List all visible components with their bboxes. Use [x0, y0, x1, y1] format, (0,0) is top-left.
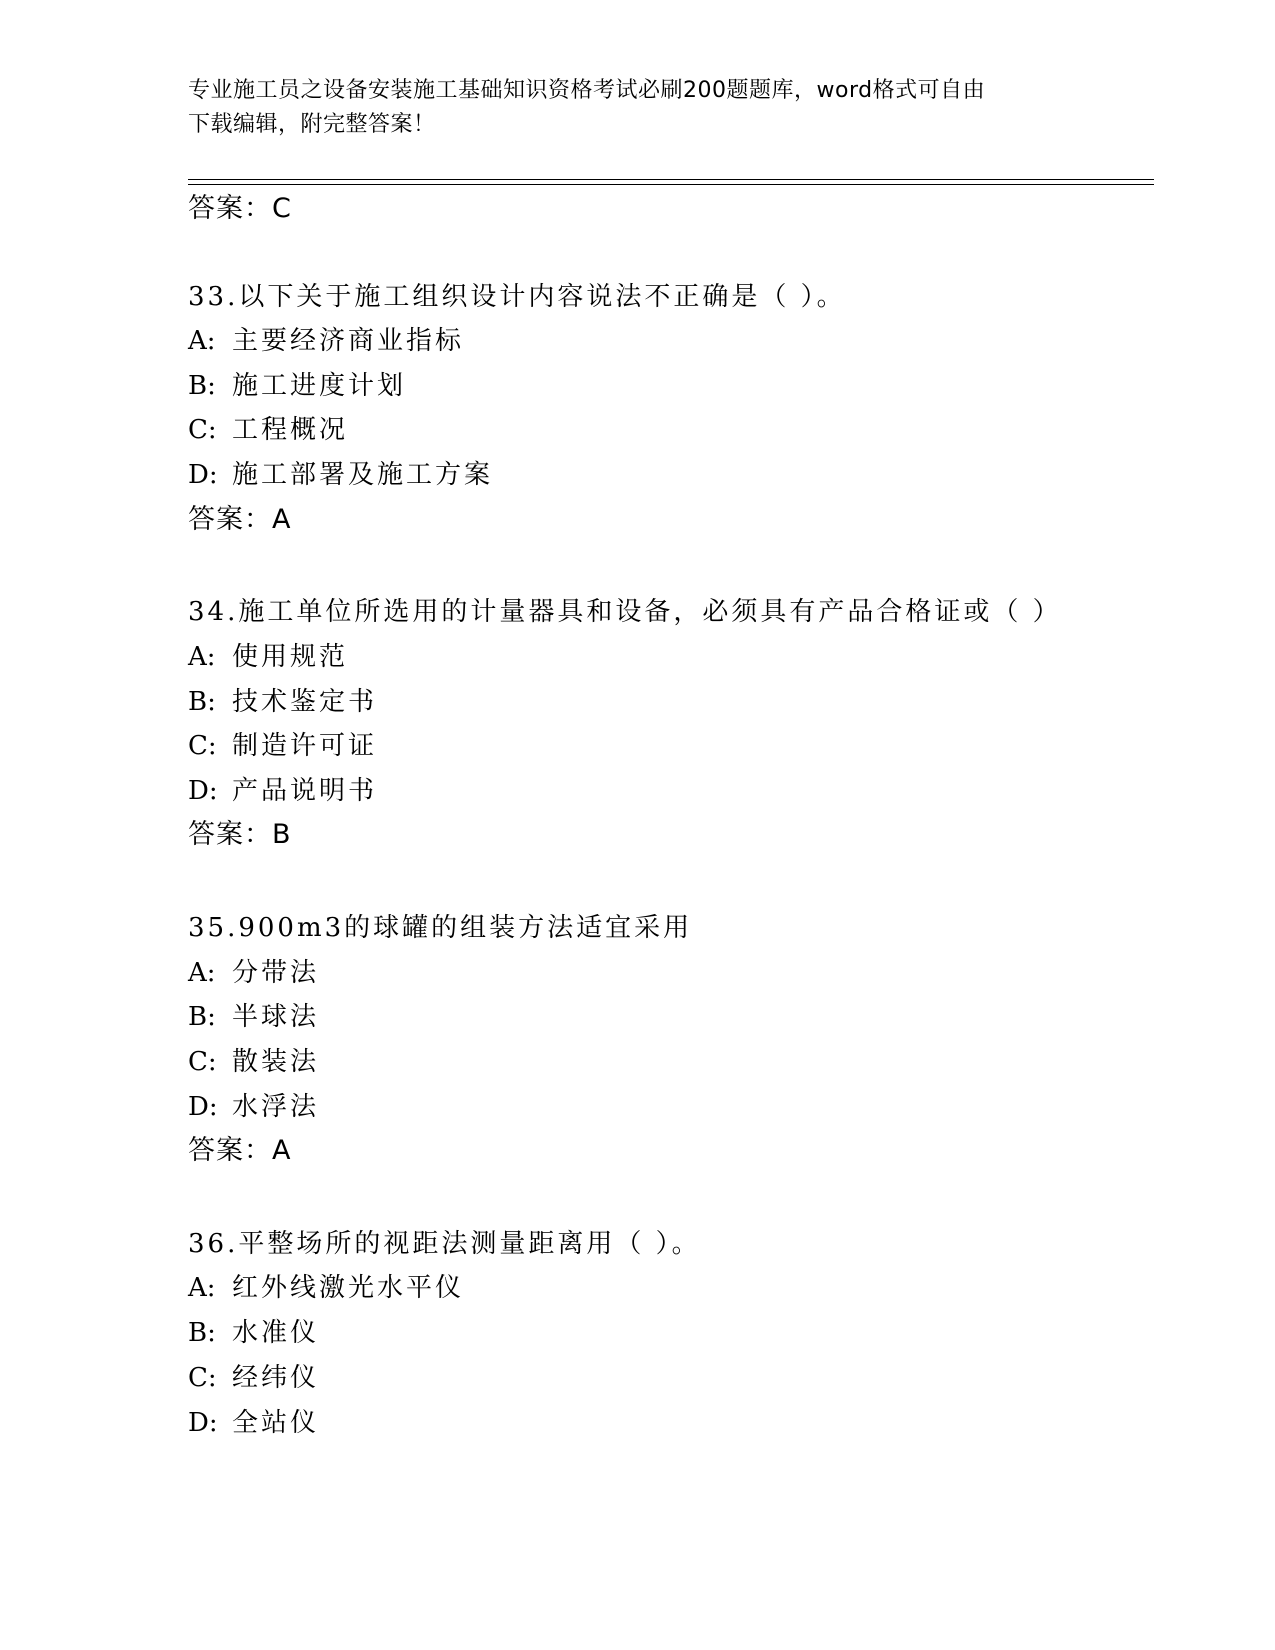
option-label: C: — [188, 1363, 217, 1393]
option-label: A: — [188, 642, 216, 672]
option-label: B: — [188, 687, 216, 717]
option-text: 水浮法 — [232, 1092, 320, 1122]
option-label: C: — [188, 1047, 217, 1077]
question-stem: 35.900m3的球罐的组装方法适宜采用 — [188, 913, 693, 943]
question-stem: 36.平整场所的视距法测量距离用（ ）。 — [188, 1229, 701, 1259]
option-label: C: — [188, 415, 217, 445]
answer-prefix: 答案： — [188, 193, 272, 224]
answer-prefix: 答案： — [188, 1135, 272, 1166]
question-stem: 33.以下关于施工组织设计内容说法不正确是（ ）。 — [188, 282, 846, 312]
option-label: B: — [188, 1318, 216, 1348]
option-text: 使用规范 — [232, 642, 349, 672]
option-text: 全站仪 — [232, 1408, 320, 1438]
option-a — [188, 325, 464, 357]
option-c — [188, 730, 377, 762]
option-b — [188, 1001, 319, 1033]
answer-value: A — [272, 1135, 292, 1166]
option-text: 施工部署及施工方案 — [232, 460, 494, 490]
question-answer — [188, 1135, 291, 1167]
answer-value: B — [272, 819, 292, 850]
option-text: 施工进度计划 — [232, 371, 407, 401]
option-text: 经纬仪 — [232, 1363, 320, 1393]
question-answer — [188, 819, 292, 851]
option-b — [188, 686, 377, 718]
option-d — [188, 459, 493, 491]
option-b — [188, 1317, 319, 1349]
header-line-2: 下载编辑，附完整答案！ — [188, 112, 436, 137]
answer-value: C — [272, 193, 292, 224]
option-label: C: — [188, 731, 217, 761]
option-text: 分带法 — [232, 958, 320, 988]
option-c — [188, 1362, 319, 1394]
option-label: D: — [188, 460, 218, 490]
option-text: 工程概况 — [232, 415, 349, 445]
question-stem: 34.施工单位所选用的计量器具和设备，必须具有产品合格证或（ ） — [188, 597, 1062, 627]
document-header — [188, 74, 1088, 142]
option-label: B: — [188, 1002, 216, 1032]
option-a — [188, 641, 348, 673]
option-d — [188, 775, 377, 807]
option-label: A: — [188, 1273, 216, 1303]
option-c — [188, 414, 348, 446]
header-divider-top — [188, 179, 1154, 180]
option-d — [188, 1091, 319, 1123]
option-d — [188, 1407, 319, 1439]
option-text: 半球法 — [232, 1002, 320, 1032]
header-divider-bottom — [188, 184, 1154, 185]
option-label: D: — [188, 1092, 218, 1122]
option-text: 红外线激光水平仪 — [232, 1273, 465, 1303]
question-answer — [188, 504, 291, 536]
option-text: 散装法 — [232, 1047, 320, 1077]
option-a — [188, 1272, 464, 1304]
option-text: 技术鉴定书 — [232, 687, 378, 717]
option-a — [188, 957, 319, 989]
option-label: A: — [188, 326, 216, 356]
prev-answer — [188, 193, 292, 225]
answer-value: A — [272, 504, 292, 535]
header-line-1: 专业施工员之设备安装施工基础知识资格考试必刷200题题库，word格式可自由 — [188, 78, 986, 103]
option-label: D: — [188, 1408, 218, 1438]
option-label: B: — [188, 371, 216, 401]
option-text: 主要经济商业指标 — [232, 326, 465, 356]
option-label: A: — [188, 958, 216, 988]
option-text: 产品说明书 — [232, 776, 378, 806]
option-label: D: — [188, 776, 218, 806]
option-c — [188, 1046, 319, 1078]
answer-prefix: 答案： — [188, 819, 272, 850]
option-b — [188, 370, 406, 402]
option-text: 制造许可证 — [232, 731, 378, 761]
option-text: 水准仪 — [232, 1318, 320, 1348]
answer-prefix: 答案： — [188, 504, 272, 535]
